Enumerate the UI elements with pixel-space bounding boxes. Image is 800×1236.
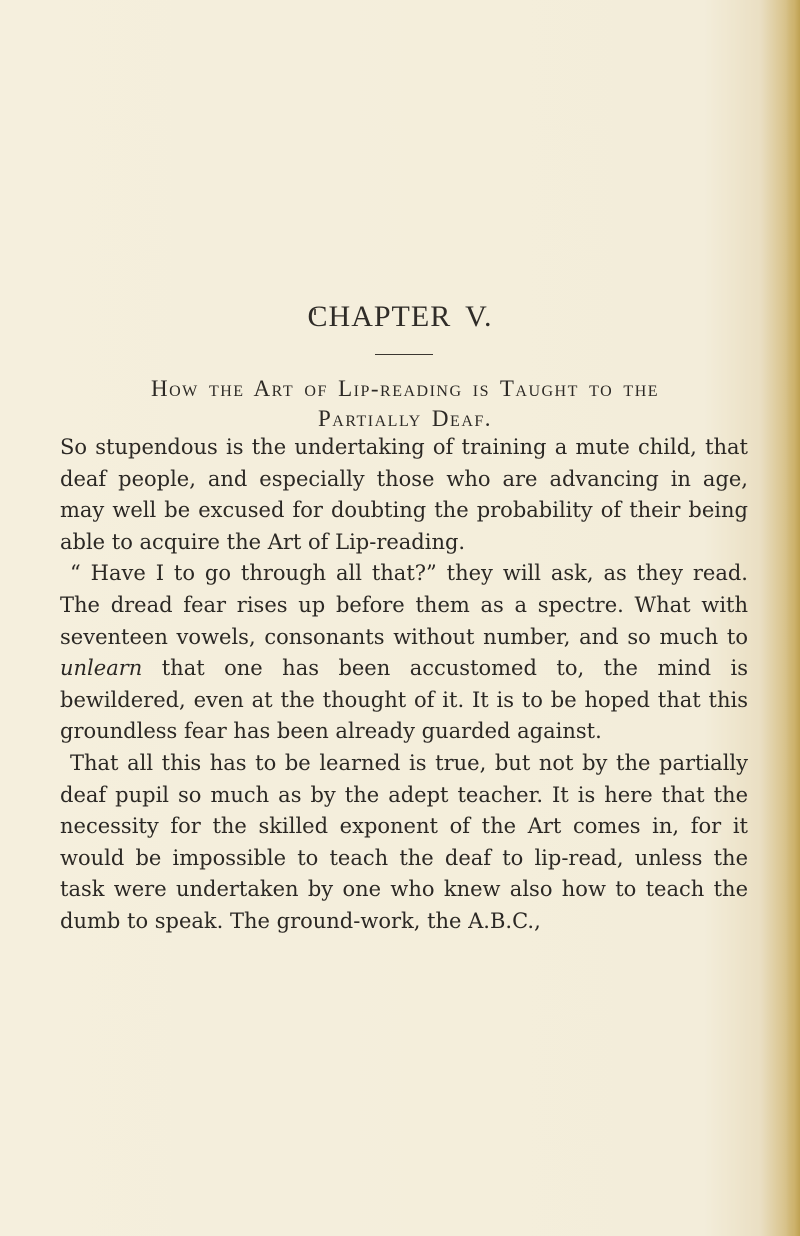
title-divider [375,354,433,355]
paragraph-2 [60,558,748,748]
chapter-heading-line-2: Partially Deaf. [317,406,493,431]
paragraph-1: So stupendous is the undertaking of training a mute child, that deaf people, and especially those who are advancing in age, may well be excused for doubting the probability of their being able to acquire the Art of Lip-reading. [60,435,748,554]
emphasis-unlearn: unlearn [60,656,143,681]
page-edge [786,0,800,1236]
chapter-heading-line-1: How the Art of Lip-reading is Taught to the [150,376,660,401]
paragraph-2-part-1: “ Have I to go through all that?” they will ask, as they read. The dread fear rises up before them as a spectre. What with seventeen vowels, consonants without number, and so much to [60,561,748,649]
chapter-title: CHAPTER V. [307,300,493,333]
body-text [60,432,748,938]
paragraph-2-part-2: that one has been accustomed to, the mind is bewildered, even at the thought of it. It is to be hoped that this groundless fear has been already guarded against. [60,656,748,744]
chapter-heading [60,374,750,434]
paragraph-3: That all this has to be learned is true, but not by the partially deaf pupil so much as by the adept teacher. It is here that the necessity for the skilled exponent of the Art comes in, for it would be impossible to teach the deaf to lip-read, unless the task were undertaken by one who knew also how to teach the dumb to speak. The ground-work, the A.B.C., [60,750,748,933]
